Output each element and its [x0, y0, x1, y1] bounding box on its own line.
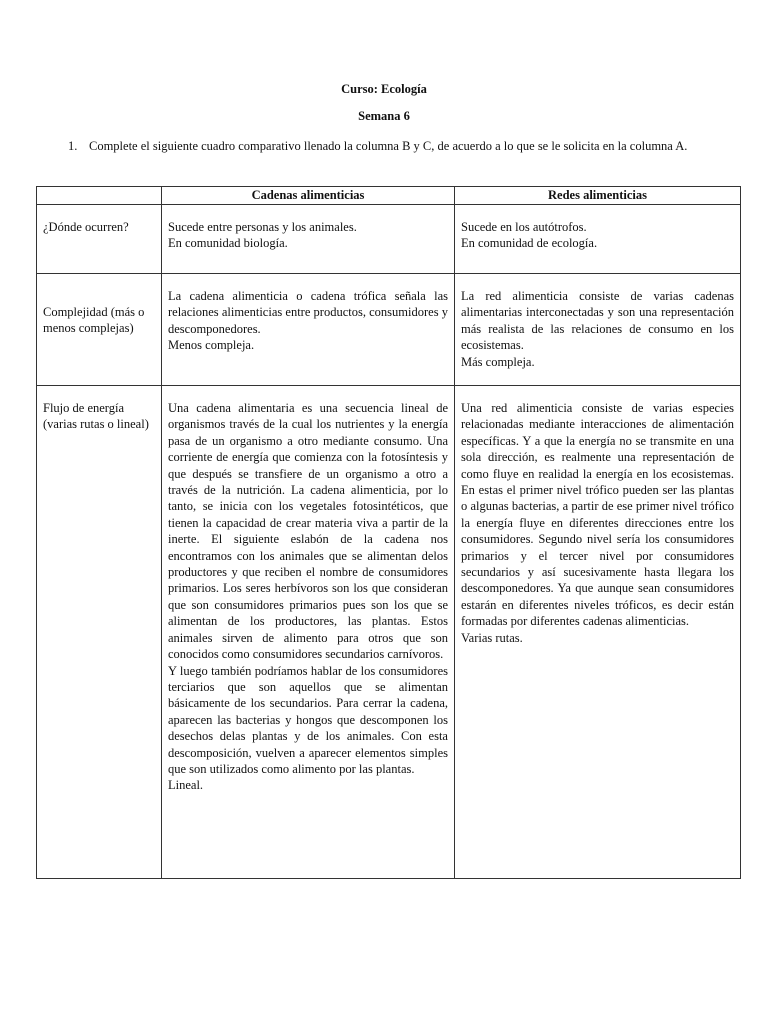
header-cell-a	[37, 187, 162, 205]
cell-paragraph: Varias rutas.	[461, 630, 523, 645]
row-label	[37, 205, 162, 274]
instruction-text: Complete el siguiente cuadro comparativo llenado la columna B y C, de acuerdo a lo que se le solicita en la columna A.	[89, 139, 688, 153]
cell-paragraph: Sucede entre personas y los animales.	[168, 220, 357, 234]
table-row	[37, 386, 741, 879]
row-label-text: Complejidad (más o menos complejas)	[43, 305, 145, 336]
cell-paragraph: La red alimenticia consiste de varias cadenas alimentarias interconectadas y son una representación más realista de las relaciones de consumo en los ecosistemas.	[461, 289, 734, 353]
cell-paragraph: Lineal.	[168, 778, 204, 793]
table-header-row	[37, 187, 741, 205]
row-label	[37, 386, 162, 879]
cell-paragraph: Una cadena alimentaria es una secuencia lineal de organismos través de la cual los nutrientes y la energía pasa de un organismo a otro mediante consumo. Una corriente de energía que comienza con la fotosíntesis y que después se transfiere de un organismo a otro a través de la nutrición. La cadena alimenticia, por lo tanto, se inicia con los vegetales fotosintéticos, que tienen la capacidad de crear materia viva a partir de la inerte. El siguiente eslabón de la cadena nos encontramos con los animales que se alimentan delos productores y que reciben el nombre de consumidores primarios. Los seres herbívoros son los que consideran que son consumidores primarios pues son los que se alimentan de los productores, las plantas. Estos animales sirven de alimento para otros que son conocidos como consumidores secundarios carnívoros.	[168, 401, 448, 662]
course-title: Curso: Ecología	[341, 82, 427, 96]
cell-redes	[455, 205, 741, 274]
row-label	[37, 274, 162, 386]
cell-paragraph: Sucede en los autótrofos.	[461, 220, 587, 234]
row-label-text: ¿Dónde ocurren?	[43, 220, 129, 234]
cell-cadenas	[162, 386, 455, 879]
cell-redes	[455, 386, 741, 879]
cell-redes	[455, 274, 741, 386]
row-label-text: Flujo de energía (varias rutas o lineal)	[43, 401, 149, 432]
cell-paragraph: En comunidad de ecología.	[461, 236, 598, 251]
cell-paragraph: En comunidad biología.	[168, 236, 288, 251]
cell-paragraph: Más compleja.	[461, 354, 535, 369]
cell-paragraph: Menos compleja.	[168, 338, 255, 353]
header-cell-b: Cadenas alimenticias	[162, 187, 455, 205]
table-row	[37, 205, 741, 274]
week-title: Semana 6	[358, 109, 410, 123]
cell-cadenas	[162, 274, 455, 386]
instruction-number: 1.	[68, 139, 78, 153]
cell-paragraph: Y luego también podríamos hablar de los consumidores terciarios que son aquellos que se alimentan básicamente de los secundarios. Para cerrar la cadena, aparecen las bacterias y hongos que descomponen los desechos delas plantas y de los animales. Con esta descomposición, vuelven a aparecer elementos simples que son utilizados como alimento por las plantas.	[168, 663, 448, 776]
table-row	[37, 274, 741, 386]
cell-paragraph: La cadena alimenticia o cadena trófica señala las relaciones alimenticias entre productos, consumidores y descomponedores.	[168, 289, 448, 336]
comparison-table	[36, 186, 741, 879]
cell-cadenas	[162, 205, 455, 274]
cell-paragraph: Una red alimenticia consiste de varias especies relacionadas mediante interacciones de alimentación específicas. Y a que la energía no se transmite en una sola dirección, es realmente una representación de como fluye en realidad la energía en los ecosistemas. En estas el primer nivel trófico pueden ser las plantas o algunas bacterias, a partir de ese primer nivel trófico la energía fluye en diferentes direcciones entre los consumidores. Segundo nivel sería los consumidores primarios y el tercer nivel por consumidores secundarios y así sucesivamente hasta llegara los descomponedores. Ya que aunque sean consumidores estarán en diferentes niveles tróficos, es decir están formadas por diferentes cadenas alimenticias.	[461, 401, 734, 629]
instruction	[68, 137, 708, 156]
header-cell-c: Redes alimenticias	[455, 187, 741, 205]
